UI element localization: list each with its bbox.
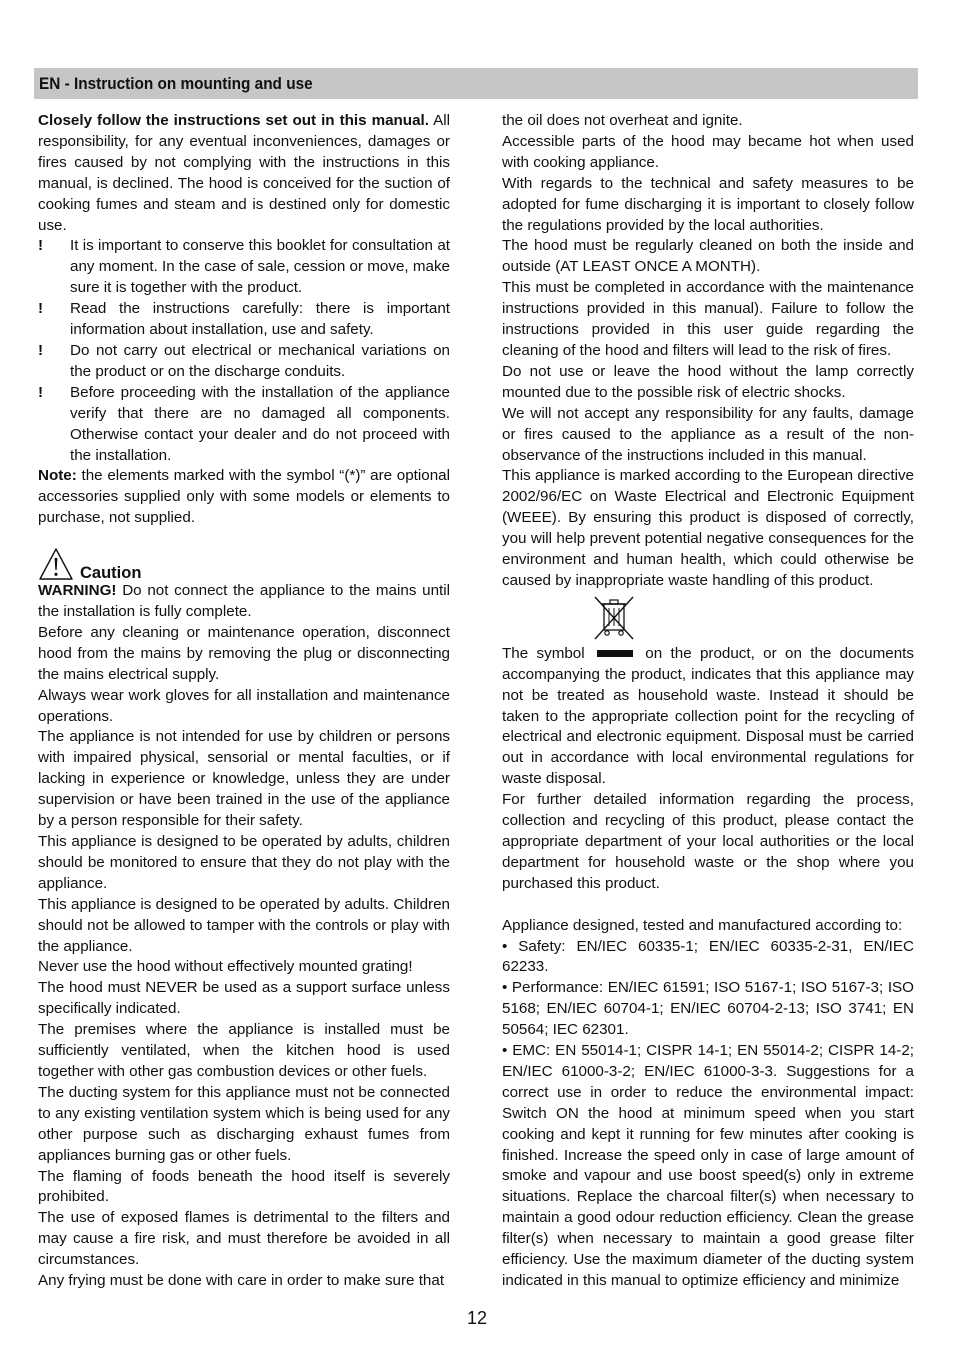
safety-paragraph: This appliance is designed to be operated by adults. Children should not be allowed to tamper with the controls or play with the appliance. [38,895,450,955]
caution-title: Caution [80,564,142,583]
standards-item: • EMC: EN 55014-1; CISPR 14-1; EN 55014-2; CISPR 14-2; EN/IEC 61000-3-2; EN/IEC 61000-3-3. Suggestions for a correct use in order to reduce the environmental impact: Switch ON the hood at minimum speed when you start cooking and kept it running for few minutes after cooking is finished. Increase the speed only in case of large amount of smoke and vapour and use boost speed(s) only in extreme situations. Replace the charcoal filter(s) when necessary to maintain a good odour reduction efficiency. Clean the grease filter(s) when necessary to maintain a good grease filter efficiency. Use the maximum diameter of the ducting system indicated in this manual to optimize efficiency and minimize [502,1042,914,1290]
exclamation-mark: ! [38,383,44,401]
symbol-text-before: The symbol [502,644,585,662]
exclamation-mark: ! [38,341,44,359]
section-header-bar [34,68,918,99]
exclamation-mark: ! [38,300,44,318]
safety-paragraph: Never use the hood without effectively mounted grating! [38,958,413,976]
safety-paragraph: Any frying must be done with care in order to make sure that [38,1272,445,1290]
warning-paragraph [38,581,450,623]
safety-paragraph: The ducting system for this appliance must not be connected to any existing ventilation system which is being used for any other purpose such as discharging exhaust fumes from appliances burning gas or other fuels. [38,1083,450,1164]
safety-paragraph: With regards to the technical and safety measures to be adopted for fume discharging it is important to closely follow the regulations provided by the local authorities. [502,174,914,234]
list-item-text: It is important to conserve this booklet for consultation at any moment. In the case of sale, cession or move, make sure it is together with the product. [70,237,450,297]
safety-paragraph: The flaming of foods beneath the hood itself is severely prohibited. [38,1167,450,1206]
list-item [38,383,450,467]
black-bar-icon [597,650,633,657]
warning-label: WARNING! [38,582,117,600]
list-item-text: Before proceeding with the installation of the appliance verify that there are no damaged all components. Otherwise contact your dealer and do not proceed with the installation. [70,383,450,464]
safety-paragraph: The premises where the appliance is installed must be sufficiently ventilated, when the kitchen hood is used together with other gas combustion devices or other fuels. [38,1021,450,1080]
note-label: Note: [38,467,77,485]
list-item [38,236,450,299]
note-paragraph [38,466,450,529]
safety-paragraph: We will not accept any responsibility for any faults, damage or fires caused to the appliance as a result of the non-observance of the instructions included in this manual. [502,404,914,464]
intro-paragraph [38,111,450,236]
safety-paragraph: Always wear work gloves for all installation and maintenance operations. [38,686,450,725]
safety-paragraph: The appliance is not intended for use by children or persons with impaired physical, sensorial or mental faculties, or if lacking in experience or knowledge, unless they are under supervision or have been trained in the use of the appliance by a person responsible for their safety. [38,728,450,830]
safety-paragraph: The hood must be regularly cleaned on both the inside and outside (AT LEAST ONCE A MONTH). [502,237,914,276]
list-item [38,299,450,341]
warning-triangle-icon [38,547,74,581]
safety-paragraph: the oil does not overheat and ignite. [502,112,743,129]
caution-heading [38,543,450,581]
page-number: 12 [466,1308,488,1328]
safety-paragraph: Do not use or leave the hood without the lamp correctly mounted due to the possible risk of electric shocks. [502,362,914,401]
list-item-text: Do not carry out electrical or mechanical variations on the product or on the discharge conduits. [70,341,450,380]
safety-paragraph: The hood must NEVER be used as a support surface unless specifically indicated. [38,979,450,1018]
weee-symbol-area [502,592,914,644]
exclamation-mark: ! [38,237,44,255]
safety-paragraph: This must be completed in accordance with the maintenance instructions provided in this manual). Failure to follow the instructions provided in this user guide regarding the cleaning of the hood and filters will lead to the risk of fires. [502,279,914,359]
right-column [502,111,914,1292]
crossed-bin-icon [592,594,636,642]
standards-item: • Performance: EN/IEC 61591; ISO 5167-1; ISO 5167-3; ISO 5168; EN/IEC 60704-1; EN/IEC 60704-2-13; ISO 3741; EN 50564; IEC 62301. [502,979,914,1039]
symbol-paragraph [502,644,914,790]
safety-paragraph: This appliance is designed to be operated by adults, children should be monitored to ensure that they do not play with the appliance. [38,833,450,892]
safety-paragraph: Accessible parts of the hood may became hot when used with cooking appliance. [502,132,914,171]
safety-paragraph: The use of exposed flames is detrimental to the filters and may cause a fire risk, and must therefore be avoided in all circumstances. [38,1209,450,1269]
standards-intro: Appliance designed, tested and manufactured according to: [502,916,903,934]
note-text: the elements marked with the symbol “(*)” are optional accessories supplied only with some models or elements to purchase, not supplied. [38,467,450,527]
standards-item: • Safety: EN/IEC 60335-1; EN/IEC 60335-2-31, EN/IEC 62233. [502,937,914,976]
weee-paragraph: This appliance is marked according to the European directive 2002/96/EC on Waste Electrical and Electronic Equipment (WEEE). By ensuring this product is disposed of correctly, you will help prevent potential negative consequences for the environment and human health, which could otherwise be caused by inappropriate waste handling of this product. [502,467,914,589]
further-info-paragraph: For further detailed information regarding the process, collection and recycling of this product, please contact the appropriate department of your local authorities or the local department for household waste or the shop where you purchased this product. [502,791,914,892]
intro-bold: Closely follow the instructions set out in this manual. [38,112,429,129]
safety-paragraph: Before any cleaning or maintenance operation, disconnect hood from the mains by removing the plug or disconnecting the mains electrical supply. [38,623,450,683]
symbol-text-after: on the product, or on the documents accompanying the product, indicates that this appliance may not be treated as household waste. Instead it should be taken to the appropriate collection point for the recycling of electrical and electronic equipment. Disposal must be carried out in accordance with local environmental regulations for waste disposal. [502,644,914,788]
section-title: EN - Instruction on mounting and use [39,75,313,93]
list-item [38,341,450,383]
list-item-text: Read the instructions carefully: there is important information about installation, use and safety. [70,300,450,339]
intro-text: All responsibility, for any eventual inconveniences, damages or fires caused by not complying with the instructions in this manual, is declined. The hood is conceived for the suction of cooking fumes and steam and is destined only for domestic use. [38,112,450,234]
left-column [38,111,450,1292]
warning-text: Do not connect the appliance to the mains until the installation is fully complete. [38,582,450,621]
